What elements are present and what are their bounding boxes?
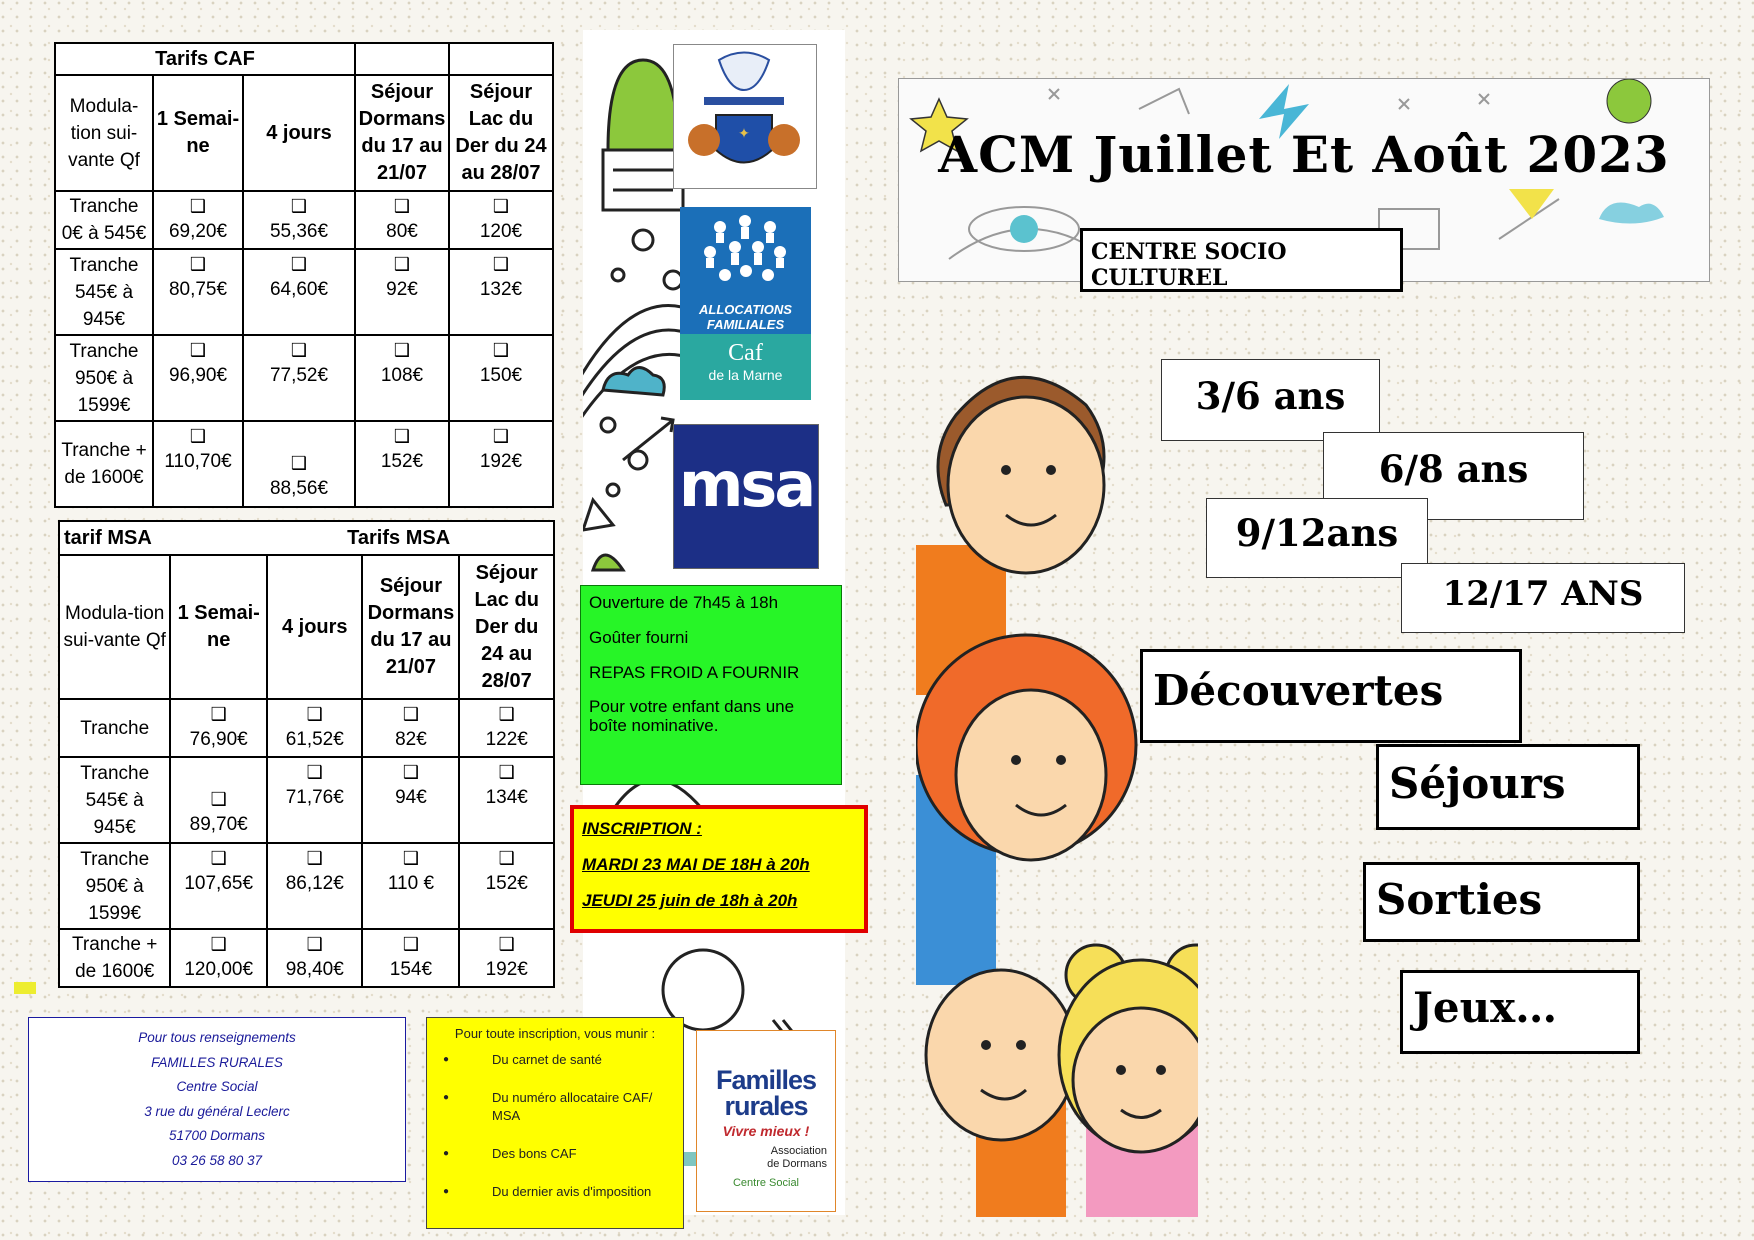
checkbox-icon[interactable]: ❑: [402, 703, 420, 725]
checkbox-icon[interactable]: ❑: [189, 195, 207, 217]
table-row: [59, 757, 554, 843]
documents-list: [437, 1051, 673, 1201]
checkbox-icon[interactable]: ❑: [498, 848, 515, 869]
activity-sorties: Sorties: [1363, 862, 1640, 942]
price: 154€: [389, 958, 433, 980]
fr-assoc-line1: Association: [770, 1145, 827, 1157]
msa-header-4days: 4 jours: [267, 555, 362, 699]
checkbox-icon[interactable]: ❑: [492, 195, 510, 217]
inscription-title: INSCRIPTION :: [582, 819, 702, 838]
msa-header-dormans: Séjour Dormans du 17 au 21/07: [362, 555, 459, 699]
price: 86,12€: [285, 873, 344, 894]
price: 152€: [380, 451, 424, 472]
msa-table-title-left: tarif MSA: [64, 526, 152, 549]
crest-icon: [674, 45, 814, 186]
caf-logo: [680, 207, 811, 400]
contact-line: FAMILLES RURALES: [151, 1054, 283, 1070]
checkbox-icon[interactable]: ❑: [306, 933, 323, 955]
checkbox-icon[interactable]: ❑: [498, 703, 515, 725]
caf-header-4days: 4 jours: [243, 75, 355, 191]
tranche-label: Tranche 545€ à 945€: [59, 757, 170, 843]
checkbox-icon[interactable]: ❑: [210, 848, 227, 869]
msa-table-title-right: Tarifs MSA: [347, 526, 451, 549]
checkbox-icon[interactable]: ❑: [393, 254, 411, 275]
price: 150€: [479, 365, 523, 386]
price: 61,52€: [285, 728, 344, 750]
price: 152€: [485, 873, 528, 894]
checkbox-icon[interactable]: ❑: [189, 426, 207, 447]
price: 64,60€: [269, 279, 329, 300]
price: 132€: [479, 279, 523, 300]
table-row: [55, 249, 553, 335]
msa-tariff-table: [58, 520, 555, 988]
checkbox-icon[interactable]: ❑: [306, 848, 323, 869]
info-snack: Goûter fourni: [589, 628, 689, 647]
list-item: ● Du dernier avis d'imposition: [437, 1183, 673, 1201]
checkbox-icon[interactable]: ❑: [189, 340, 207, 361]
checkbox-icon[interactable]: ❑: [290, 453, 308, 474]
checkbox-icon[interactable]: ❑: [189, 254, 207, 275]
price: 77,52€: [269, 365, 329, 386]
table-row: [55, 191, 553, 249]
tranche-label: Tranche 950€ à 1599€: [55, 335, 153, 421]
fr-centre-social: Centre Social: [732, 1177, 800, 1189]
price: 107,65€: [184, 873, 254, 894]
checkbox-icon[interactable]: ❑: [402, 762, 420, 783]
activity-decouvertes: Découvertes: [1140, 649, 1522, 743]
price: 108€: [380, 365, 424, 386]
caf-name: Caf: [728, 340, 763, 366]
price: 120€: [479, 220, 523, 242]
caf-header-qf: Modula-tion sui-vante Qf: [55, 75, 153, 191]
fr-wordmark-line1: Familles: [715, 1065, 817, 1095]
price: 122€: [485, 728, 528, 750]
price: 69,20€: [168, 220, 228, 242]
caf-teal-band: [680, 334, 811, 400]
price: 92€: [386, 279, 418, 300]
age-box-12-17: 12/17 ANS: [1401, 563, 1685, 633]
price: 80€: [386, 220, 418, 242]
fr-slogan: Vivre mieux !: [722, 1123, 810, 1139]
age-box-6-8: 6/8 ans: [1323, 432, 1584, 520]
table-row: [55, 335, 553, 421]
tranche-label: Tranche + de 1600€: [59, 929, 170, 987]
checkbox-icon[interactable]: ❑: [402, 933, 420, 955]
caf-label-allocations: ALLOCATIONS: [699, 302, 792, 317]
contact-line: 3 rue du général Leclerc: [144, 1103, 290, 1119]
info-note: Pour votre enfant dans une boîte nominative.: [589, 697, 795, 735]
msa-header-lacduder: Séjour Lac du Der du 24 au 28/07: [459, 555, 554, 699]
checkbox-icon[interactable]: ❑: [290, 195, 308, 217]
checkbox-icon[interactable]: ❑: [492, 254, 510, 275]
age-box-3-6: 3/6 ans: [1161, 359, 1380, 441]
fr-wordmark-line2: rurales: [724, 1091, 808, 1121]
inscription-box: [570, 805, 868, 933]
tranche-label: Tranche 950€ à 1599€: [59, 843, 170, 929]
caf-region: de la Marne: [708, 367, 783, 383]
checkbox-icon[interactable]: ❑: [290, 254, 308, 275]
msa-header-qf: Modula-tion sui-vante Qf: [59, 555, 170, 699]
checkbox-icon[interactable]: ❑: [290, 340, 308, 361]
contact-line: Centre Social: [176, 1079, 258, 1094]
table-row: [59, 929, 554, 987]
price: 82€: [395, 728, 427, 750]
tranche-label: Tranche 0€ à 545€: [55, 191, 153, 249]
price: 76,90€: [189, 728, 248, 750]
caf-label-familiales: FAMILIALES: [706, 317, 785, 332]
info-opening: Ouverture de 7h45 à 18h: [589, 593, 779, 612]
children-illustration: [916, 355, 1198, 1217]
list-item: ● Du carnet de santé: [437, 1051, 673, 1069]
msa-header-week: 1 Semai-ne: [170, 555, 267, 699]
price: 192€: [479, 451, 523, 472]
familles-rurales-logo: [696, 1030, 836, 1212]
price: 120,00€: [184, 958, 254, 980]
table-row: [55, 421, 553, 507]
contact-line: Pour tous renseignements: [138, 1030, 296, 1045]
subtitle-box: CENTRE SOCIO CULTUREL: [1080, 228, 1403, 292]
caf-tariff-table: [54, 42, 554, 508]
age-box-9-12: 9/12ans: [1206, 498, 1428, 578]
msa-logo: [673, 424, 819, 569]
fr-assoc-line2: de Dormans: [767, 1158, 827, 1170]
price: 80,75€: [168, 279, 228, 300]
tranche-label: Tranche: [59, 699, 170, 757]
checkbox-icon[interactable]: ❑: [402, 848, 420, 869]
caf-header-week: 1 Semai-ne: [153, 75, 243, 191]
page-title: ACM Juillet Et Août 2023: [938, 125, 1670, 184]
inscription-date-2: JEUDI 25 juin de 18h à 20h: [582, 891, 798, 910]
msa-wordmark: msa: [678, 448, 814, 521]
checkbox-icon[interactable]: ❑: [393, 195, 411, 217]
checkbox-icon[interactable]: ❑: [393, 426, 411, 447]
documents-intro: Pour toute inscription, vous munir :: [454, 1026, 656, 1041]
contact-box: [28, 1017, 406, 1182]
price: 192€: [485, 958, 528, 980]
caf-header-lacduder: Séjour Lac du Der du 24 au 28/07: [449, 75, 553, 191]
municipal-crest-logo: [673, 44, 817, 189]
checkbox-icon[interactable]: ❑: [492, 340, 510, 361]
price: 96,90€: [168, 365, 228, 386]
price: 71,76€: [285, 787, 344, 808]
price: 88,56€: [269, 478, 329, 499]
caf-header-dormans: Séjour Dormans du 17 au 21/07: [355, 75, 449, 191]
inscription-date-1: MARDI 23 MAI DE 18H à 20h: [582, 855, 810, 874]
checkbox-icon[interactable]: ❑: [498, 762, 515, 783]
checkbox-icon[interactable]: ❑: [492, 426, 510, 447]
caf-table-title: Tarifs CAF: [55, 43, 355, 75]
price: 89,70€: [189, 814, 248, 835]
checkbox-icon[interactable]: ❑: [210, 703, 227, 725]
tranche-label: Tranche 545€ à 945€: [55, 249, 153, 335]
info-box: [580, 585, 842, 785]
yellow-marker: [14, 982, 36, 994]
list-item: ● Des bons CAF: [437, 1145, 673, 1163]
price: 94€: [395, 787, 427, 808]
checkbox-icon[interactable]: ❑: [498, 933, 515, 955]
contact-line: 51700 Dormans: [168, 1128, 266, 1143]
contact-phone: 03 26 58 80 37: [171, 1152, 263, 1168]
price: 110 €: [387, 873, 435, 894]
people-icon: [680, 207, 811, 297]
list-item: ● Du numéro allocataire CAF/ MSA: [437, 1089, 673, 1125]
info-meal: REPAS FROID A FOURNIR: [589, 663, 800, 682]
price: 134€: [485, 787, 528, 808]
checkbox-icon[interactable]: ❑: [306, 762, 323, 783]
price: 110,70€: [164, 451, 232, 472]
tranche-label: Tranche + de 1600€: [55, 421, 153, 507]
price: 55,36€: [269, 220, 329, 242]
activity-sejours: Séjours: [1376, 744, 1640, 830]
checkbox-icon[interactable]: ❑: [306, 703, 323, 725]
documents-box: [426, 1017, 684, 1229]
checkbox-icon[interactable]: ❑: [393, 340, 411, 361]
price: 98,40€: [285, 958, 344, 980]
svg-text:✦: ✦: [738, 126, 750, 142]
activity-jeux: Jeux…: [1400, 970, 1640, 1054]
table-row: [59, 843, 554, 929]
table-row: [59, 699, 554, 757]
checkbox-icon[interactable]: ❑: [210, 789, 227, 810]
checkbox-icon[interactable]: ❑: [210, 933, 227, 955]
